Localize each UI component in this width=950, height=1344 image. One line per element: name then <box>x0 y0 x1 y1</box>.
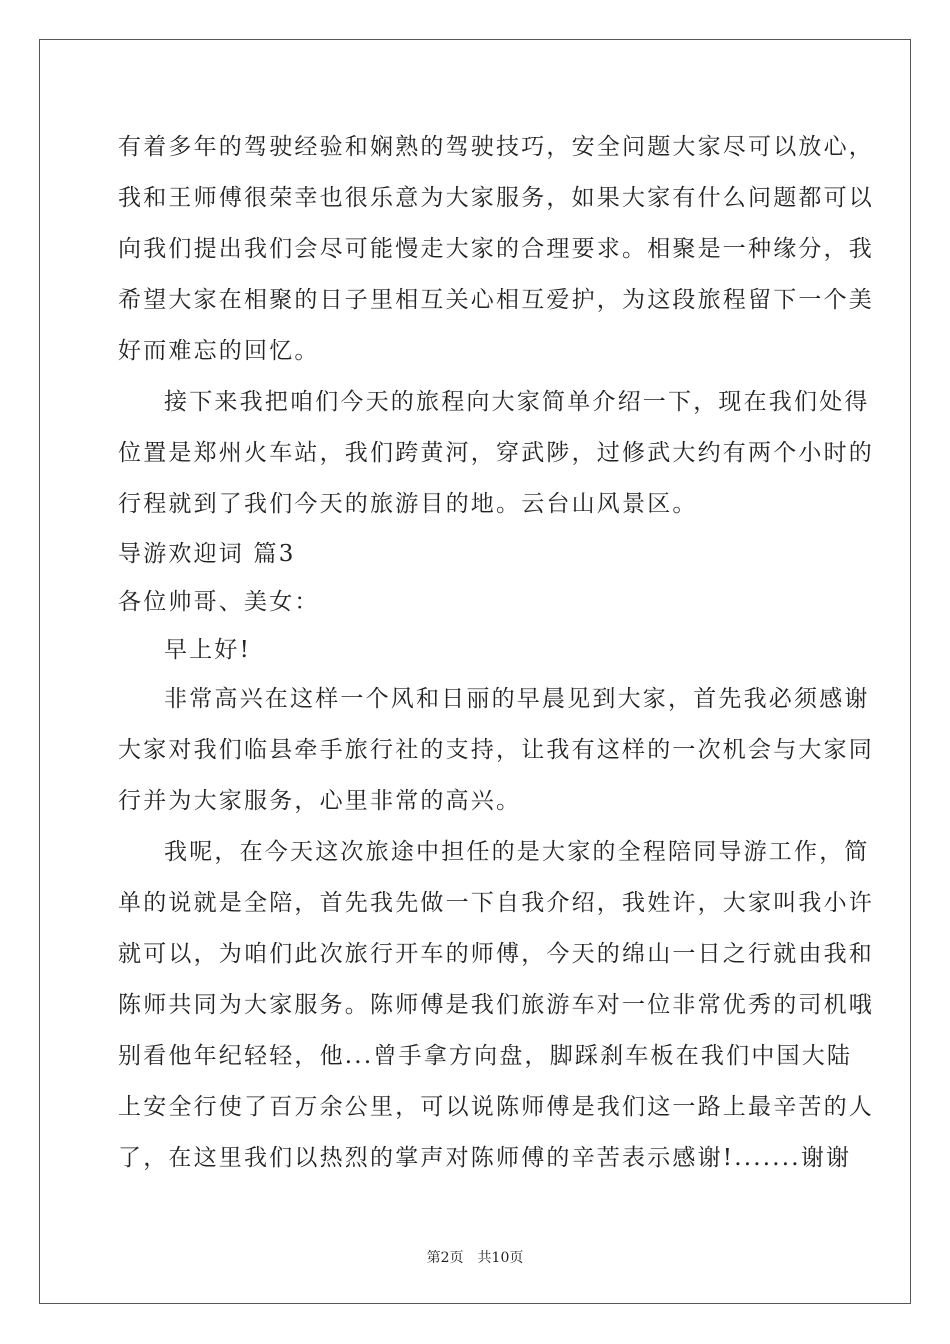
text-line: 有着多年的驾驶经验和娴熟的驾驶技巧，安全问题大家尽可以放心， <box>118 134 874 160</box>
section-heading: 导游欢迎词 篇3 <box>118 541 296 567</box>
text-line: 行程就到了我们今天的旅游目的地。云台山风景区。 <box>118 491 698 517</box>
salutation: 各位帅哥、美女： <box>118 589 320 615</box>
text-line: 上安全行使了百万余公里，可以说陈师傅是我们这一路上最辛苦的人 <box>118 1094 874 1120</box>
text-line: 行并为大家服务，心里非常的高兴。 <box>118 788 522 814</box>
text-line: 向我们提出我们会尽可能慢走大家的合理要求。相聚是一种缘分，我 <box>118 236 874 262</box>
text-line: 非常高兴在这样一个风和日丽的早晨见到大家，首先我必须感谢 <box>164 686 870 712</box>
text-line: 了，在这里我们以热烈的掌声对陈师傅的辛苦表示感谢!.......谢谢 <box>118 1145 852 1171</box>
text-line: 接下来我把咱们今天的旅程向大家简单介绍一下，现在我们处得 <box>164 389 870 415</box>
text-line: 好而难忘的回忆。 <box>118 338 320 364</box>
text-line: 我呢，在今天这次旅途中担任的是大家的全程陪同导游工作，简 <box>164 839 870 865</box>
text-line: 大家对我们临县牵手旅行社的支持，让我有这样的一次机会与大家同 <box>118 737 874 763</box>
text-line: 陈师共同为大家服务。陈师傅是我们旅游车对一位非常优秀的司机哦 <box>118 992 874 1018</box>
greeting: 早上好! <box>164 637 252 663</box>
text-line: 希望大家在相聚的日子里相互关心相互爱护，为这段旅程留下一个美 <box>118 287 874 313</box>
text-line: 就可以，为咱们此次旅行开车的师傅，今天的绵山一日之行就由我和 <box>118 941 874 967</box>
document-body <box>118 122 874 1184</box>
page-number: 第2页 共10页 <box>426 1250 524 1266</box>
text-line: 单的说就是全陪，首先我先做一下自我介绍，我姓许，大家叫我小许 <box>118 890 874 916</box>
text-line: 位置是郑州火车站，我们跨黄河，穿武陟，过修武大约有两个小时的 <box>118 440 874 466</box>
text-line: 别看他年纪轻轻，他...曾手拿方向盘，脚踩刹车板在我们中国大陆 <box>118 1043 853 1069</box>
text-line: 我和王师傅很荣幸也很乐意为大家服务，如果大家有什么问题都可以 <box>118 185 874 211</box>
